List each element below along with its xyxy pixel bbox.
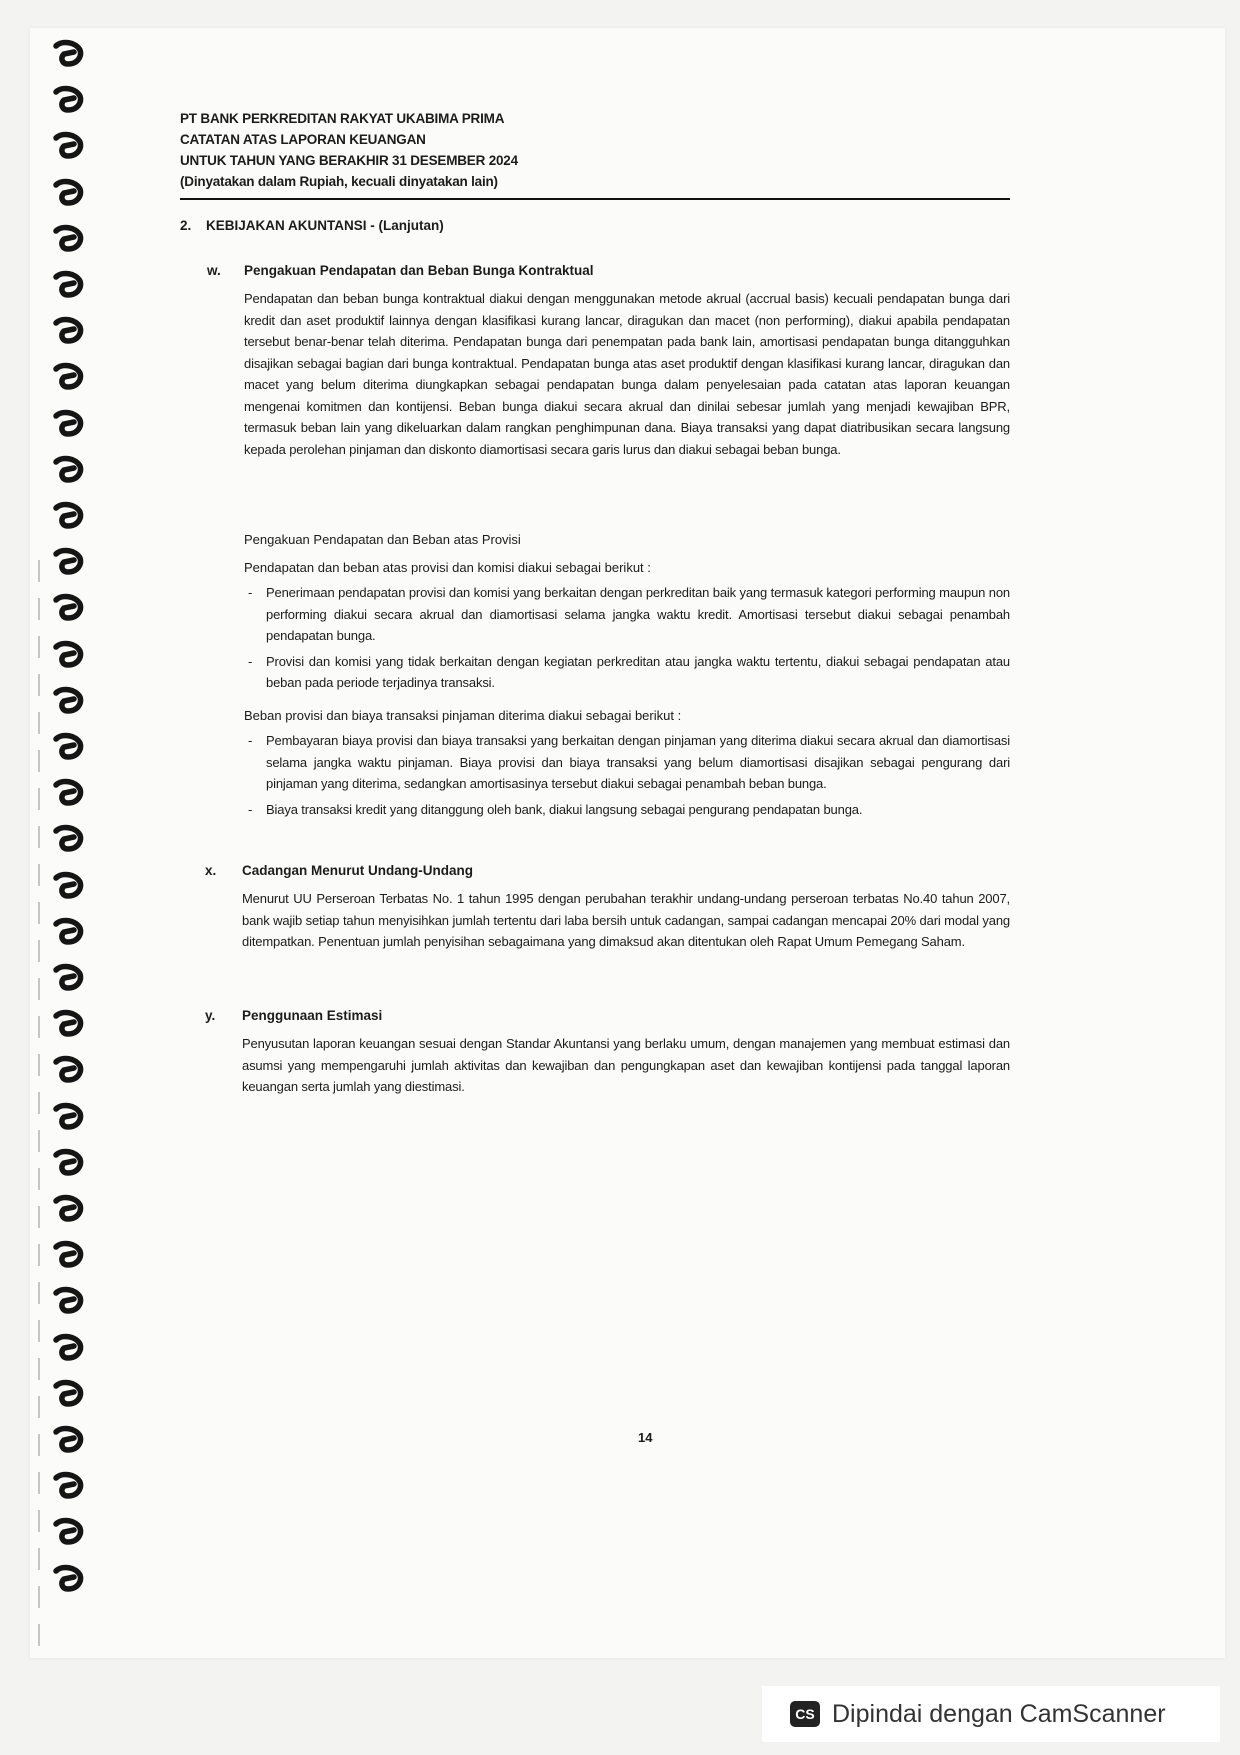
- list-item: - Pembayaran biaya provisi dan biaya transaksi yang berkaitan dengan pinjaman yang diterima diakui secara akrual dan diamortisasi selama jangka waktu pinjaman. Biaya provisi dan biaya transaksi yang belum diamortisasi disajikan sebagai pengurang dari pinjaman yang diterima, sedangkan amortisasinya tersebut diakui sebagai penambah beban bunga.: [244, 730, 1010, 795]
- provisi-list: [244, 582, 1010, 698]
- item-y-letter: y.: [205, 1008, 216, 1023]
- item-x-paragraph: Menurut UU Perseroan Terbatas No. 1 tahun 1995 dengan perubahan terakhir undang-undang perseroan terbatas No.40 tahun 2007, bank wajib setiap tahun menyisihkan jumlah tertentu dari laba bersih untuk cadangan, sampai cadangan mencapai 20% dari modal yang ditempatkan. Penentuan jumlah penyisihan sebagaimana yang dimaksud akan ditentukan oleh Rapat Umum Pemegang Saham.: [242, 891, 1010, 949]
- binding-ring-icon: [52, 916, 84, 946]
- binding-ring-icon: [52, 1470, 84, 1500]
- binding-ring-icon: [52, 1008, 84, 1038]
- item-w-title: Pengakuan Pendapatan dan Beban Bunga Kontraktual: [244, 263, 594, 278]
- section-title: KEBIJAKAN AKUNTANSI - (Lanjutan): [206, 218, 444, 233]
- binding-ring-icon: [52, 454, 84, 484]
- binding-ring-icon: [52, 269, 84, 299]
- binding-ring-icon: [52, 223, 84, 253]
- binding-ring-icon: [52, 870, 84, 900]
- section-heading: [180, 218, 444, 233]
- binding-ring-icon: [52, 177, 84, 207]
- item-x-title: Cadangan Menurut Undang-Undang: [242, 863, 473, 878]
- binding-ring-icon: [52, 315, 84, 345]
- binding-ring-icon: [52, 1563, 84, 1593]
- binding-ring-icon: [52, 130, 84, 160]
- beban-list: [244, 730, 1010, 824]
- binding-ring-icon: [52, 84, 84, 114]
- provisi-subtitle: Pengakuan Pendapatan dan Beban atas Provisi: [244, 532, 521, 547]
- binding-ring-icon: [52, 38, 84, 68]
- item-x-letter: x.: [205, 863, 217, 878]
- binding-ring-icon: [52, 1424, 84, 1454]
- camscanner-watermark: [762, 1686, 1220, 1742]
- section-number: 2.: [180, 218, 192, 233]
- binding-ring-icon: [52, 639, 84, 669]
- binding-ring-icon: [52, 731, 84, 761]
- camscanner-logo-icon: CS: [790, 1701, 820, 1727]
- header-rule: [180, 198, 1010, 200]
- item-w-letter: w.: [207, 263, 221, 278]
- binding-edge: [38, 560, 40, 1650]
- binding-ring-icon: [52, 685, 84, 715]
- binding-ring-icon: [52, 777, 84, 807]
- binding-ring-icon: [52, 1285, 84, 1315]
- provisi-intro: Pendapatan dan beban atas provisi dan komisi diakui sebagai berikut :: [244, 560, 651, 575]
- camscanner-label: Dipindai dengan CamScanner: [832, 1699, 1166, 1728]
- binding-ring-icon: [52, 592, 84, 622]
- binding-ring-icon: [52, 1054, 84, 1084]
- list-item: - Biaya transaksi kredit yang ditanggung oleh bank, diakui langsung sebagai pengurang pendapatan bunga.: [244, 799, 1010, 821]
- binding-ring-icon: [52, 500, 84, 530]
- page-number: 14: [638, 1430, 653, 1445]
- item-y-paragraph: Penyusutan laporan keuangan sesuai dengan Standar Akuntansi yang berlaku umum, dengan manajemen yang membuat estimasi dan asumsi yang mempengaruhi jumlah aktivitas dan kewajiban dan pengungkapan aset dan kewajiban kontijensi pada tanggal laporan keuangan serta jumlah yang diestimasi.: [242, 1036, 1010, 1094]
- list-item: - Penerimaan pendapatan provisi dan komisi yang berkaitan dengan perkreditan baik yang termasuk kategori performing maupun non performing diakui secara akrual dan diamortisasi selama jangka waktu kredit. Amortisasi tersebut diakui sebagai penambah pendapatan bunga.: [244, 582, 1010, 647]
- binding-ring-icon: [52, 1378, 84, 1408]
- item-w-paragraph: Pendapatan dan beban bunga kontraktual diakui dengan menggunakan metode akrual (accrual basis) kecuali pendapatan bunga dari kredit dan aset produktif lainnya dengan klasifikasi kurang lancar, diragukan dan macet (non performing), diakui apabila pendapatan tersebut benar-benar telah diterima. Pendapatan bunga dari penempatan pada bank lain, amortisasi pendapatan bunga ditangguhkan disajikan sebagai bagian dari bunga kontraktual. Pendapatan bunga atas aset produktif dengan klasifikasi kurang lancar, diragukan dan macet yang belum diterima diungkapkan sebagai pendapatan bunga dalam penyelesaian pada catatan atas laporan keuangan mengenai komitmen dan kontijensi. Beban bunga diakui secara akrual dan dinilai sebesar jumlah yang menjadi kewajiban BPR, termasuk beban lain yang dikeluarkan dalam rangkan penghimpunan dana. Biaya transaksi yang dapat diatribusikan secara langsung kepada perolehan pinjaman dan diskonto diamortisasi secara garis lurus dan diakui sebagai beban bunga.: [244, 291, 1010, 457]
- binding-ring-icon: [52, 408, 84, 438]
- list-item: - Provisi dan komisi yang tidak berkaitan dengan kegiatan perkreditan atau jangka waktu tertentu, diakui sebagai pendapatan atau beban pada periode terjadinya transaksi.: [244, 651, 1010, 694]
- binding-ring-icon: [52, 1147, 84, 1177]
- binding-ring-icon: [52, 361, 84, 391]
- binding-ring-icon: [52, 1332, 84, 1362]
- binding-ring-icon: [52, 1239, 84, 1269]
- binding-ring-icon: [52, 1516, 84, 1546]
- binding-ring-icon: [52, 1101, 84, 1131]
- spiral-binding: [32, 0, 102, 1680]
- beban-intro: Beban provisi dan biaya transaksi pinjaman diterima diakui sebagai berikut :: [244, 708, 682, 723]
- binding-ring-icon: [52, 546, 84, 576]
- item-y-title: Penggunaan Estimasi: [242, 1008, 383, 1023]
- binding-ring-icon: [52, 962, 84, 992]
- binding-ring-icon: [52, 1193, 84, 1223]
- document-content: [180, 108, 1010, 1445]
- document-title: CATATAN ATAS LAPORAN KEUANGAN: [180, 132, 426, 147]
- report-period: UNTUK TAHUN YANG BERAKHIR 31 DESEMBER 2024: [180, 153, 518, 168]
- currency-note: (Dinyatakan dalam Rupiah, kecuali dinyatakan lain): [180, 174, 498, 189]
- binding-ring-icon: [52, 823, 84, 853]
- company-name: PT BANK PERKREDITAN RAKYAT UKABIMA PRIMA: [180, 111, 505, 126]
